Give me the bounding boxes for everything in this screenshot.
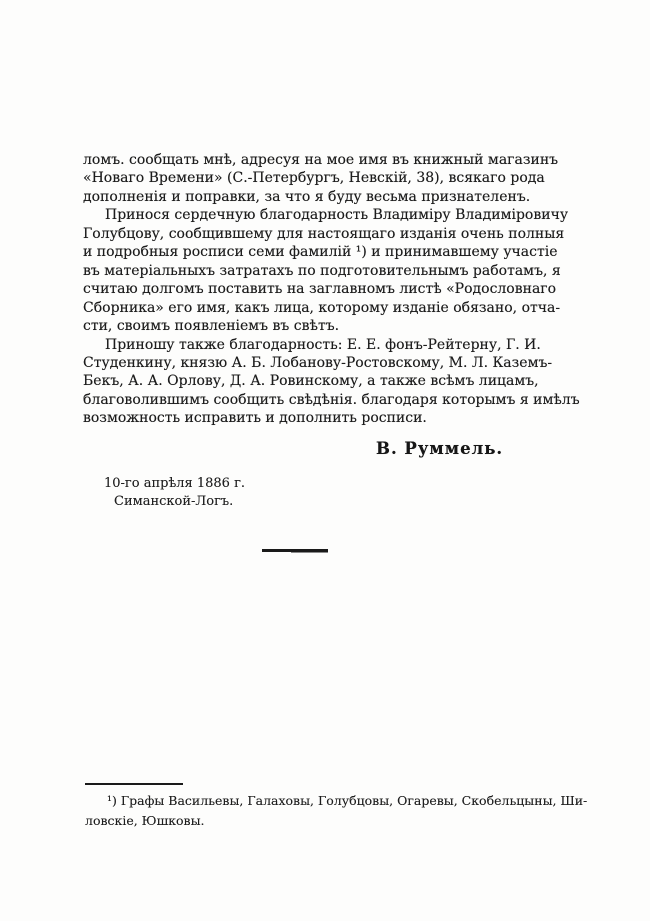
text-line: благоволившимъ сообщить свѣдѣнія. благодаря которымъ я имѣлъ (83, 391, 580, 408)
section-divider-rule-echo (291, 552, 328, 553)
text-line: дополненія и поправки, за что я буду весьма признателенъ. (83, 188, 531, 205)
text-line: «Новаго Времени» (С.-Петербургъ, Невскій, 38), всякаго рода (83, 170, 545, 187)
text-line: въ матеріальныхъ затратахъ по подготовительнымъ работамъ, я (83, 262, 561, 279)
text-line: считаю долгомъ поставить на заглавномъ листѣ «Родословнаго (83, 281, 557, 298)
text-line: Принося сердечную благодарность Владиміру Владиміровичу (105, 207, 569, 224)
text-line: ломъ. сообщать мнѣ, адресуя на мое имя въ книжный магазинъ (83, 152, 559, 168)
text-line: Сборника» его имя, какъ лица, которому изданіе обязано, отча- (83, 299, 561, 316)
text-line: Голубцову, сообщившему для настоящаго изданія очень полныя (83, 225, 565, 242)
footnote-line: ¹) Графы Васильевы, Галаховы, Голубцовы, Огаревы, Скобельцыны, Ши- (107, 793, 588, 808)
text-line: Приношу также благодарность: Е. Е. фонъ-Рейтерну, Г. И. (105, 336, 541, 353)
footnote-line: ловскіе, Юшковы. (85, 812, 205, 828)
preface-body (83, 151, 580, 428)
footnote-block (85, 791, 588, 830)
text-line-footnote-ref: и подробныя росписи семи фамилій ¹) и принимавшему участіе (83, 244, 558, 261)
footnote-separator-rule (85, 783, 183, 785)
dateline-block (104, 475, 245, 510)
place-text: Симанской-Логъ. (114, 493, 234, 509)
author-signature: В. Руммель. (376, 439, 504, 458)
text-line: сти, своимъ появленіемъ въ свѣтъ. (83, 318, 340, 335)
date-text: 10-го апрѣля 1886 г. (104, 476, 246, 491)
text-line: Бекъ, А. А. Орлову, Д. А. Ровинскому, а также всѣмъ лицамъ, (83, 373, 539, 390)
text-line: возможность исправить и дополнить росписи. (83, 410, 427, 427)
text-line: Студенкину, князю А. Б. Лобанову-Ростовскому, М. Л. Каземъ- (83, 354, 553, 371)
